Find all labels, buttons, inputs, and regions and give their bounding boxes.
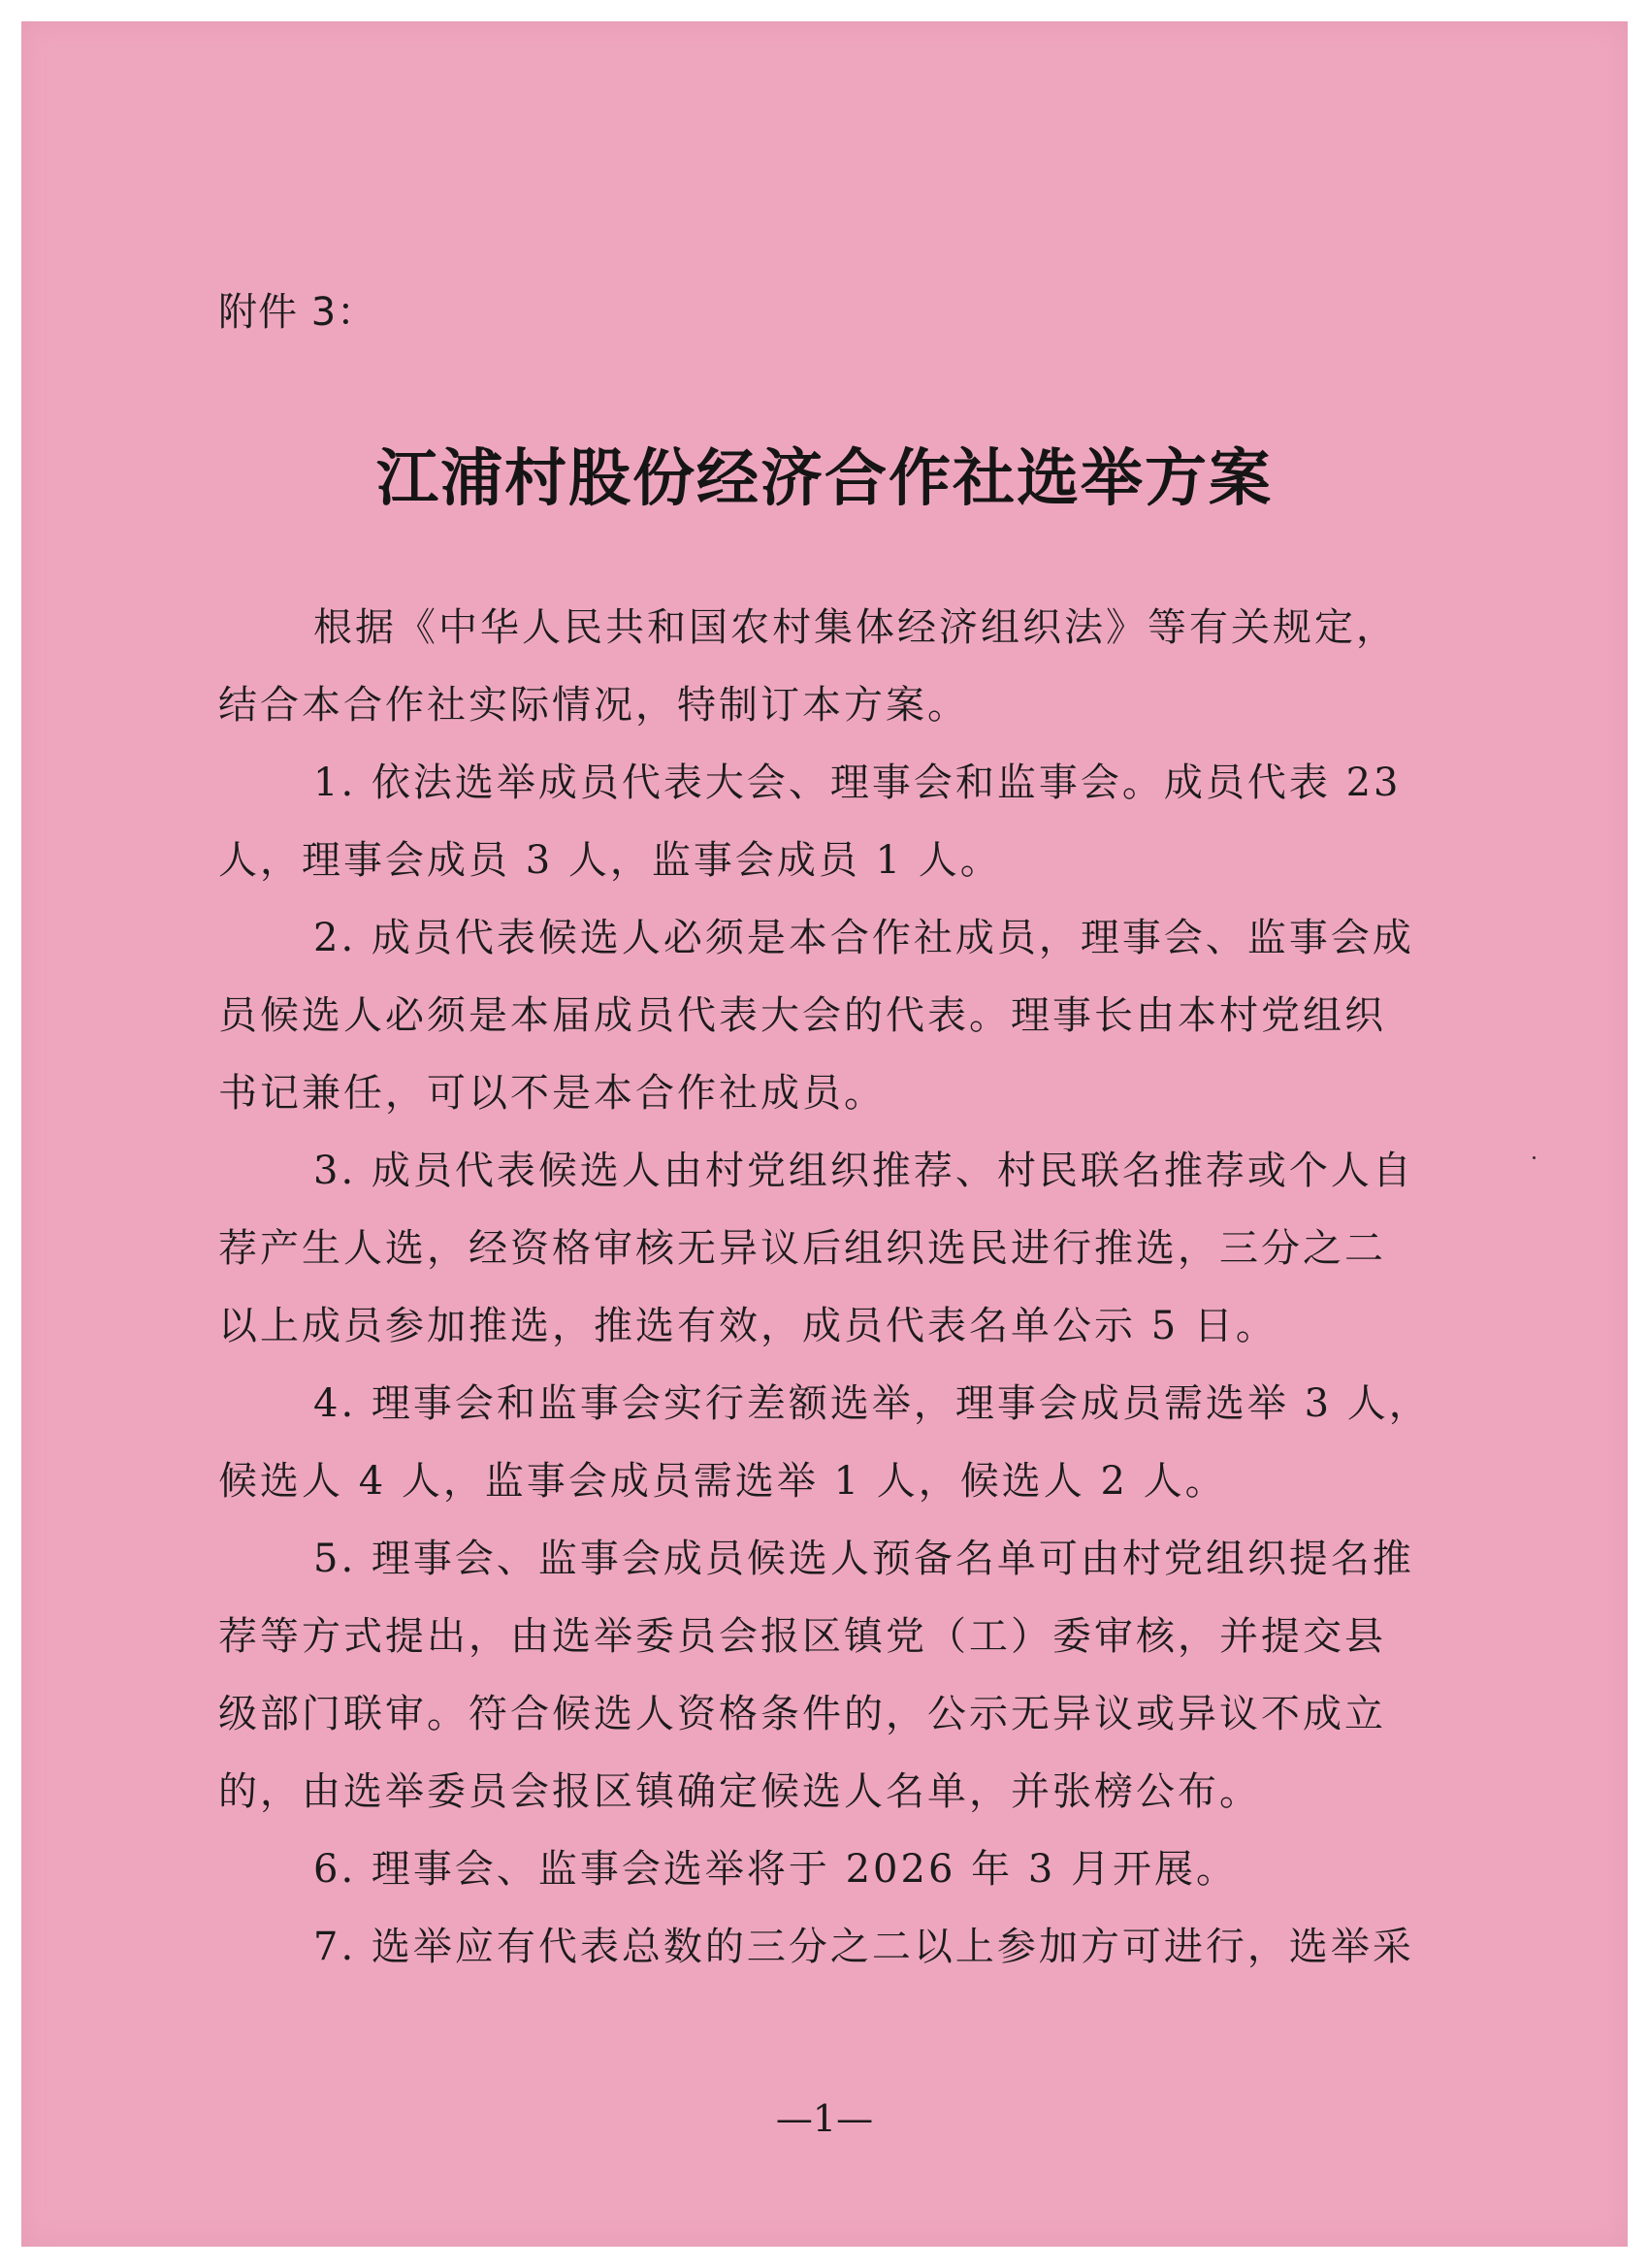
body-line: 级部门联审。符合候选人资格条件的，公示无异议或异议不成立 [218,1692,1386,1736]
document-title: 江浦村股份经济合作社选举方案 [376,442,1273,515]
body-line: 6. 理事会、监事会选举将于 2026 年 3 月开展。 [313,1847,1238,1892]
body-line: 根据《中华人民共和国农村集体经济组织法》等有关规定， [313,605,1398,650]
body-line: 荐等方式提出，由选举委员会报区镇党（工）委审核，并提交县 [218,1614,1386,1659]
body-line: 的，由选举委员会报区镇确定候选人名单，并张榜公布。 [218,1769,1261,1814]
document-body [218,589,1445,1986]
attachment-label: 附件 3： [218,290,377,335]
page-number: —1— [775,2097,874,2140]
scan-speck [1533,1156,1536,1159]
body-line: 1. 依法选举成员代表大会、理事会和监事会。成员代表 23 [313,761,1402,805]
document-page [21,21,1628,2247]
body-line: 以上成员参加推选，推选有效，成员代表名单公示 5 日。 [218,1304,1277,1348]
body-line: 员候选人必须是本届成员代表大会的代表。理事长由本村党组织 [218,993,1386,1038]
body-line: 3. 成员代表候选人由村党组织推荐、村民联名推荐或个人自 [313,1149,1414,1193]
body-line: 书记兼任，可以不是本合作社成员。 [218,1071,886,1116]
body-line: 4. 理事会和监事会实行差额选举，理事会成员需选举 3 人， [313,1381,1431,1426]
body-line: 候选人 4 人，监事会成员需选举 1 人，候选人 2 人。 [218,1459,1227,1504]
body-line: 5. 理事会、监事会成员候选人预备名单可由村党组织提名推 [313,1537,1414,1581]
body-line: 人，理事会成员 3 人，监事会成员 1 人。 [218,838,1002,883]
body-line: 结合本合作社实际情况，特制订本方案。 [218,683,969,728]
body-line: 荐产生人选，经资格审核无异议后组织选民进行推选，三分之二 [218,1226,1386,1271]
body-line: 2. 成员代表候选人必须是本合作社成员，理事会、监事会成 [313,916,1414,960]
body-line: 7. 选举应有代表总数的三分之二以上参加方可进行，选举采 [313,1925,1414,1969]
